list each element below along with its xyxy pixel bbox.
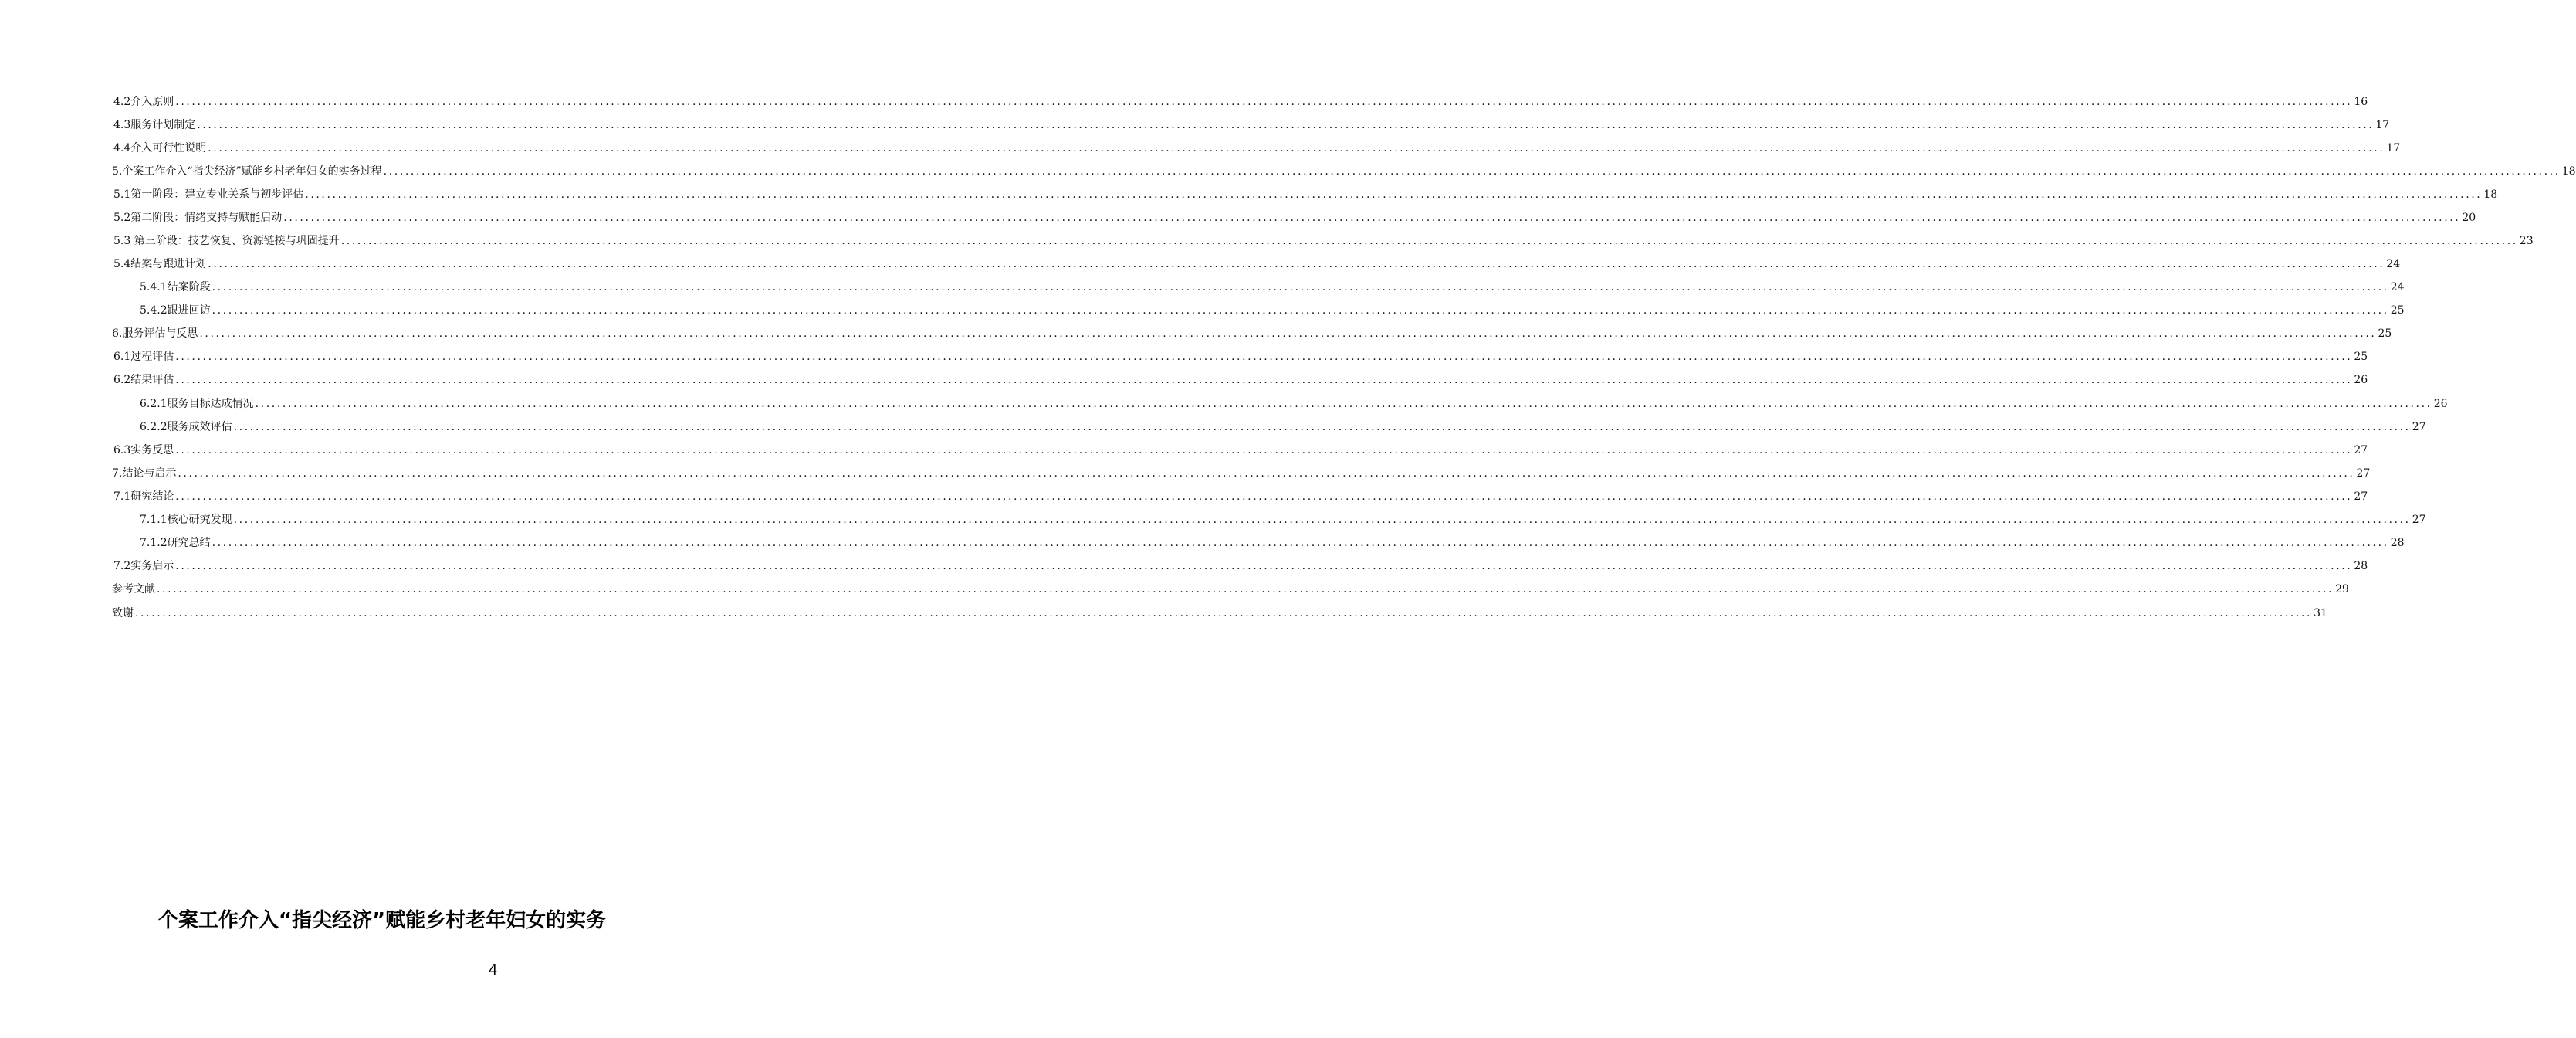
toc-leader-dots: ................................................................................................................................................................................................................................................................................................................................................................................................................: [233, 514, 2411, 526]
toc-entry[interactable]: [113, 187, 2498, 202]
toc-entry-label: 4.2介入原则: [113, 96, 174, 108]
toc-leader-dots: ................................................................................................................................................................................................................................................................................................................................................................................................................: [383, 165, 2561, 178]
toc-entry-page: 25: [2354, 351, 2368, 363]
toc-leader-dots: ................................................................................................................................................................................................................................................................................................................................................................................................................: [340, 235, 2518, 247]
toc-entry-label: 4.3服务计划制定: [113, 119, 196, 131]
toc-entry-page: 16: [2354, 96, 2368, 108]
toc-leader-dots: ................................................................................................................................................................................................................................................................................................................................................................................................................: [208, 142, 2385, 154]
toc-leader-dots: ................................................................................................................................................................................................................................................................................................................................................................................................................: [255, 398, 2432, 410]
toc-entry-page: 17: [2375, 119, 2390, 131]
toc-entry[interactable]: [113, 443, 2368, 458]
toc-entry-page: 24: [2386, 258, 2401, 270]
toc-entry[interactable]: [140, 535, 2405, 551]
toc-leader-dots: ................................................................................................................................................................................................................................................................................................................................................................................................................: [157, 583, 2334, 595]
toc-entry-label: 7.2实务启示: [113, 560, 174, 572]
toc-entry-label: 6.2.1服务目标达成情况: [140, 398, 254, 410]
toc-entry-label: 6.服务评估与反思: [112, 327, 198, 340]
toc-entry[interactable]: [113, 141, 2401, 156]
page-number: 4: [489, 962, 498, 979]
toc-entry-label: 参考文献: [112, 583, 155, 595]
toc-leader-dots: ................................................................................................................................................................................................................................................................................................................................................................................................................: [212, 281, 2389, 293]
toc-leader-dots: ................................................................................................................................................................................................................................................................................................................................................................................................................: [197, 119, 2375, 131]
toc-entry-label: 6.3实务反思: [113, 444, 174, 456]
toc-entry[interactable]: [140, 396, 2448, 412]
toc-entry-page: 18: [2561, 165, 2576, 178]
toc-entry-label: 5.2第二阶段：情绪支持与赋能启动: [113, 212, 283, 224]
toc-entry[interactable]: [113, 256, 2401, 272]
toc-entry-page: 31: [2314, 607, 2327, 619]
toc-leader-dots: ................................................................................................................................................................................................................................................................................................................................................................................................................: [199, 327, 2377, 340]
toc-entry-page: 24: [2390, 281, 2405, 293]
toc-leader-dots: ................................................................................................................................................................................................................................................................................................................................................................................................................: [175, 374, 2353, 386]
toc-entry-page: 28: [2354, 560, 2368, 572]
toc-entry-page: 18: [2483, 188, 2498, 201]
toc-entry-page: 20: [2462, 212, 2476, 224]
chapter-heading: 个案工作介入“指尖经济”赋能乡村老年妇女的实务: [157, 909, 607, 932]
toc-entry[interactable]: [140, 512, 2426, 527]
toc-entry-label: 6.2结果评估: [113, 374, 174, 386]
toc-entry[interactable]: [140, 280, 2405, 295]
toc-entry[interactable]: [113, 210, 2476, 226]
toc-entry-label: 6.1过程评估: [113, 351, 174, 363]
toc-entry-page: 29: [2335, 583, 2349, 595]
toc-entry-label: 致谢: [112, 607, 134, 619]
toc-leader-dots: ................................................................................................................................................................................................................................................................................................................................................................................................................: [175, 96, 2353, 108]
toc-entry-label: 4.4介入可行性说明: [113, 142, 207, 154]
toc-entry-label: 5.4结案与跟进计划: [113, 258, 207, 270]
toc-leader-dots: ................................................................................................................................................................................................................................................................................................................................................................................................................: [135, 607, 2313, 619]
toc-entry[interactable]: [113, 94, 2368, 110]
toc-entry[interactable]: [112, 326, 2392, 341]
toc-entry-page: 23: [2519, 235, 2534, 247]
toc-entry[interactable]: [140, 303, 2405, 318]
toc-entry[interactable]: [113, 349, 2368, 365]
toc-entry[interactable]: [112, 582, 2349, 597]
toc-entry-page: 27: [2354, 490, 2368, 503]
toc-entry-page: 28: [2390, 537, 2405, 549]
toc-leader-dots: ................................................................................................................................................................................................................................................................................................................................................................................................................: [175, 560, 2353, 572]
toc-leader-dots: ................................................................................................................................................................................................................................................................................................................................................................................................................: [178, 467, 2355, 480]
toc-entry-label: 6.2.2服务成效评估: [140, 421, 232, 433]
toc-entry[interactable]: [112, 606, 2327, 621]
toc-entry-label: 5.4.2跟进回访: [140, 304, 211, 317]
toc-leader-dots: ................................................................................................................................................................................................................................................................................................................................................................................................................: [208, 258, 2385, 270]
toc-entry-page: 27: [2412, 514, 2426, 526]
toc-entry-label: 7.结论与启示: [112, 467, 177, 480]
toc-entry-label: 7.1研究结论: [113, 490, 174, 503]
toc-leader-dots: ................................................................................................................................................................................................................................................................................................................................................................................................................: [175, 444, 2353, 456]
toc-entry[interactable]: [140, 419, 2426, 435]
toc-entry-page: 26: [2433, 398, 2448, 410]
toc-entry-label: 5.个案工作介入“指尖经济”赋能乡村老年妇女的实务过程: [112, 165, 382, 178]
toc-leader-dots: ................................................................................................................................................................................................................................................................................................................................................................................................................: [305, 188, 2483, 201]
toc-leader-dots: ................................................................................................................................................................................................................................................................................................................................................................................................................: [283, 212, 2461, 224]
toc-leader-dots: ................................................................................................................................................................................................................................................................................................................................................................................................................: [175, 351, 2353, 363]
toc-entry-label: 5.4.1结案阶段: [140, 281, 211, 293]
toc-entry[interactable]: [113, 489, 2368, 504]
toc-entry[interactable]: [112, 164, 2576, 179]
toc-entry-label: 7.1.1核心研究发现: [140, 514, 232, 526]
toc-entry[interactable]: [113, 233, 2534, 249]
toc-entry-label: 5.1第一阶段：建立专业关系与初步评估: [113, 188, 304, 201]
toc-entry-page: 27: [2354, 444, 2368, 456]
toc-entry-label: 5.3 第三阶段：技艺恢复、资源链接与巩固提升: [113, 235, 340, 247]
toc-leader-dots: ................................................................................................................................................................................................................................................................................................................................................................................................................: [175, 490, 2353, 503]
toc-entry[interactable]: [113, 372, 2368, 388]
toc-entry-page: 27: [2412, 421, 2426, 433]
toc-entry-page: 17: [2386, 142, 2401, 154]
toc-leader-dots: ................................................................................................................................................................................................................................................................................................................................................................................................................: [212, 537, 2389, 549]
toc-entry-page: 25: [2390, 304, 2405, 317]
toc-entry-label: 7.1.2研究总结: [140, 537, 211, 549]
toc-entry-page: 26: [2354, 374, 2368, 386]
toc-leader-dots: ................................................................................................................................................................................................................................................................................................................................................................................................................: [212, 304, 2389, 317]
toc-entry[interactable]: [113, 117, 2390, 133]
toc-entry-page: 27: [2356, 467, 2371, 480]
toc-entry-page: 25: [2378, 327, 2392, 340]
toc-leader-dots: ................................................................................................................................................................................................................................................................................................................................................................................................................: [233, 421, 2411, 433]
toc-entry[interactable]: [112, 466, 2371, 481]
toc-entry[interactable]: [113, 558, 2368, 574]
